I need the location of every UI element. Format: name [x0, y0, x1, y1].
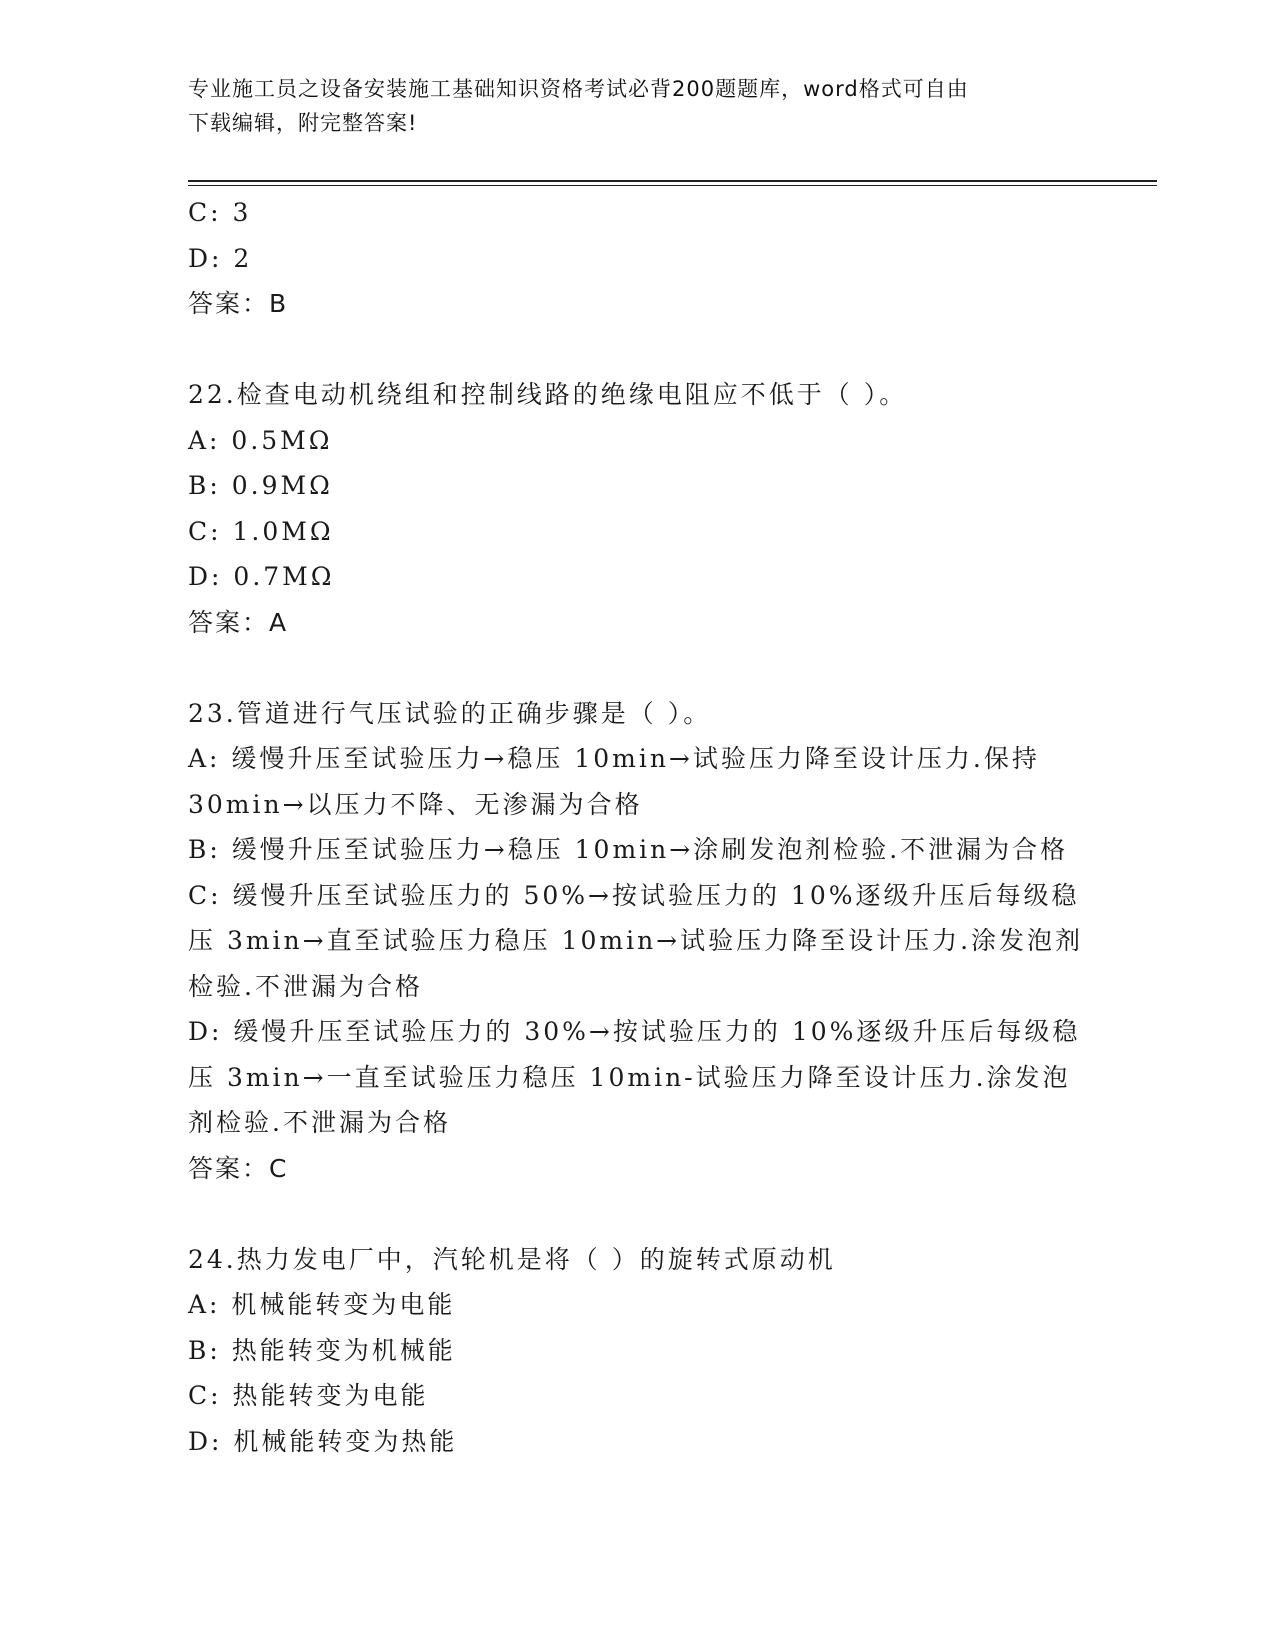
header-divider	[188, 180, 1157, 186]
option-c: C: 热能转变为电能	[188, 1381, 429, 1410]
question-23	[188, 691, 1088, 1192]
spacer	[188, 645, 1088, 691]
answer: 答案：C	[188, 1153, 289, 1183]
spacer	[188, 1191, 1088, 1237]
question-text: 23.管道进行气压试验的正确步骤是（ ）。	[188, 698, 712, 728]
option-c: C: 3	[188, 198, 252, 227]
spacer	[188, 327, 1088, 373]
option-d: D: 2	[188, 243, 253, 273]
document-header	[188, 72, 1088, 140]
option-a: A: 机械能转变为电能	[188, 1290, 456, 1319]
header-line-2: 下载编辑，附完整答案!	[188, 111, 418, 135]
option-b: B: 0.9MΩ	[188, 471, 333, 500]
question-22	[188, 372, 1088, 645]
option-c-line-1: C: 缓慢升压至试验压力的 50%→按试验压力的 10%逐级升压后每级稳	[188, 880, 1080, 910]
option-c-line-3: 检验.不泄漏为合格	[188, 971, 423, 1001]
question-24	[188, 1237, 1088, 1465]
option-a-line-2: 30min→以压力不降、无渗漏为合格	[188, 789, 643, 819]
header-line-1: 专业施工员之设备安装施工基础知识资格考试必背200题题库，word格式可自由	[188, 77, 969, 101]
option-d-line-1: D: 缓慢升压至试验压力的 30%→按试验压力的 10%逐级升压后每级稳	[188, 1017, 1081, 1046]
option-c: C: 1.0MΩ	[188, 516, 334, 546]
question-text: 24.热力发电厂中，汽轮机是将（ ）的旋转式原动机	[188, 1244, 836, 1274]
option-b: B: 热能转变为机械能	[188, 1335, 456, 1365]
question-list	[188, 190, 1088, 1464]
option-d: D: 0.7MΩ	[188, 562, 335, 591]
option-a: A: 0.5MΩ	[188, 425, 333, 455]
answer: 答案：B	[188, 289, 289, 318]
option-a-line-1: A: 缓慢升压至试验压力→稳压 10min→试验压力降至设计压力.保持	[188, 744, 1040, 773]
option-d: D: 机械能转变为热能	[188, 1426, 458, 1456]
question-text: 22.检查电动机绕组和控制线路的绝缘电阻应不低于（ ）。	[188, 380, 908, 409]
question-21-tail	[188, 190, 1088, 327]
answer: 答案：A	[188, 607, 289, 637]
option-d-line-2: 压 3min→一直至试验压力稳压 10min-试验压力降至设计压力.涂发泡	[188, 1062, 1071, 1092]
option-c-line-2: 压 3min→直至试验压力稳压 10min→试验压力降至设计压力.涂发泡剂	[188, 926, 1084, 955]
option-d-line-3: 剂检验.不泄漏为合格	[188, 1108, 451, 1137]
option-b: B: 缓慢升压至试验压力→稳压 10min→涂刷发泡剂检验.不泄漏为合格	[188, 835, 1069, 864]
